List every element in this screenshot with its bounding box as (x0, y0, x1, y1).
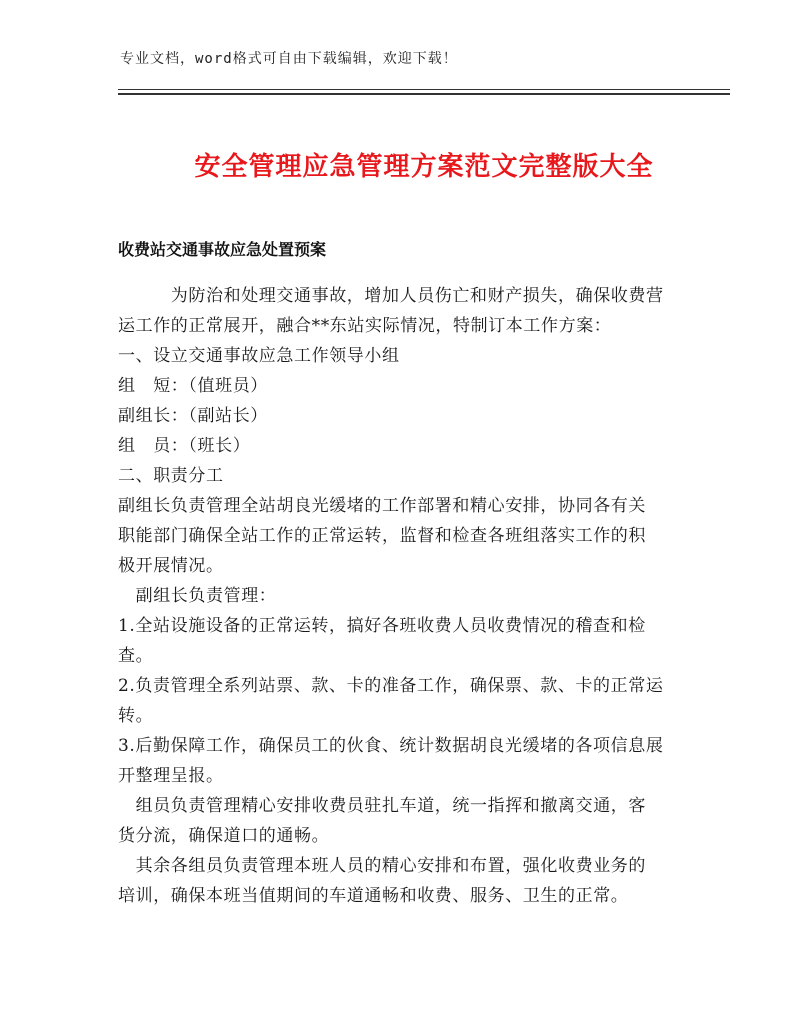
body-line: 开整理呈报。 (118, 766, 224, 786)
body-line: 副组长：（副站长） (118, 406, 268, 426)
body-line: 副组长负责管理： (118, 586, 277, 606)
document-title: 安全管理应急管理方案范文完整版大全 (194, 152, 654, 182)
body-line: 3.后勤保障工作，确保员工的伙食、统计数据胡良光缓堵的各项信息展 (118, 736, 664, 756)
body-line: 1.全站设施设备的正常运转，搞好各班收费人员收费情况的稽查和检 (118, 616, 646, 636)
body-line: 为防治和处理交通事故，增加人员伤亡和财产损失，确保收费营 (118, 286, 664, 306)
body-line: 转。 (118, 706, 154, 726)
body-line: 货分流，确保道口的通畅。 (118, 826, 330, 846)
body-line: 一、设立交通事故应急工作领导小组 (118, 346, 400, 366)
body-line: 2.负责管理全系列站票、款、卡的准备工作，确保票、款、卡的正常运 (118, 676, 664, 696)
body-line: 其余各组员负责管理本班人员的精心安排和布置，强化收费业务的 (118, 856, 646, 876)
body-line: 组 短：（值班员） (118, 376, 268, 396)
body-line: 极开展情况。 (118, 556, 224, 576)
body-line: 查。 (118, 646, 154, 666)
body-line: 职能部门确保全站工作的正常运转，监督和检查各班组落实工作的积 (118, 526, 646, 546)
body-line: 二、职责分工 (118, 466, 224, 486)
body-line: 培训，确保本班当值期间的车道通畅和收费、服务、卫生的正常。 (118, 886, 629, 906)
body-line: 副组长负责管理全站胡良光缓堵的工作部署和精心安排，协同各有关 (118, 496, 646, 516)
body-line: 运工作的正常展开，融合**东站实际情况，特制订本工作方案： (118, 316, 612, 336)
section-subtitle: 收费站交通事故应急处置预案 (118, 240, 327, 259)
body-line: 组员负责管理精心安排收费员驻扎车道，统一指挥和撤离交通，客 (118, 796, 646, 816)
document-header-note: 专业文档，word格式可自由下载编辑，欢迎下载！ (120, 51, 458, 67)
header-divider-thick (118, 93, 730, 95)
document-body (118, 281, 678, 911)
body-line: 组 员：（班长） (118, 436, 251, 456)
header-divider-thin (118, 89, 730, 90)
